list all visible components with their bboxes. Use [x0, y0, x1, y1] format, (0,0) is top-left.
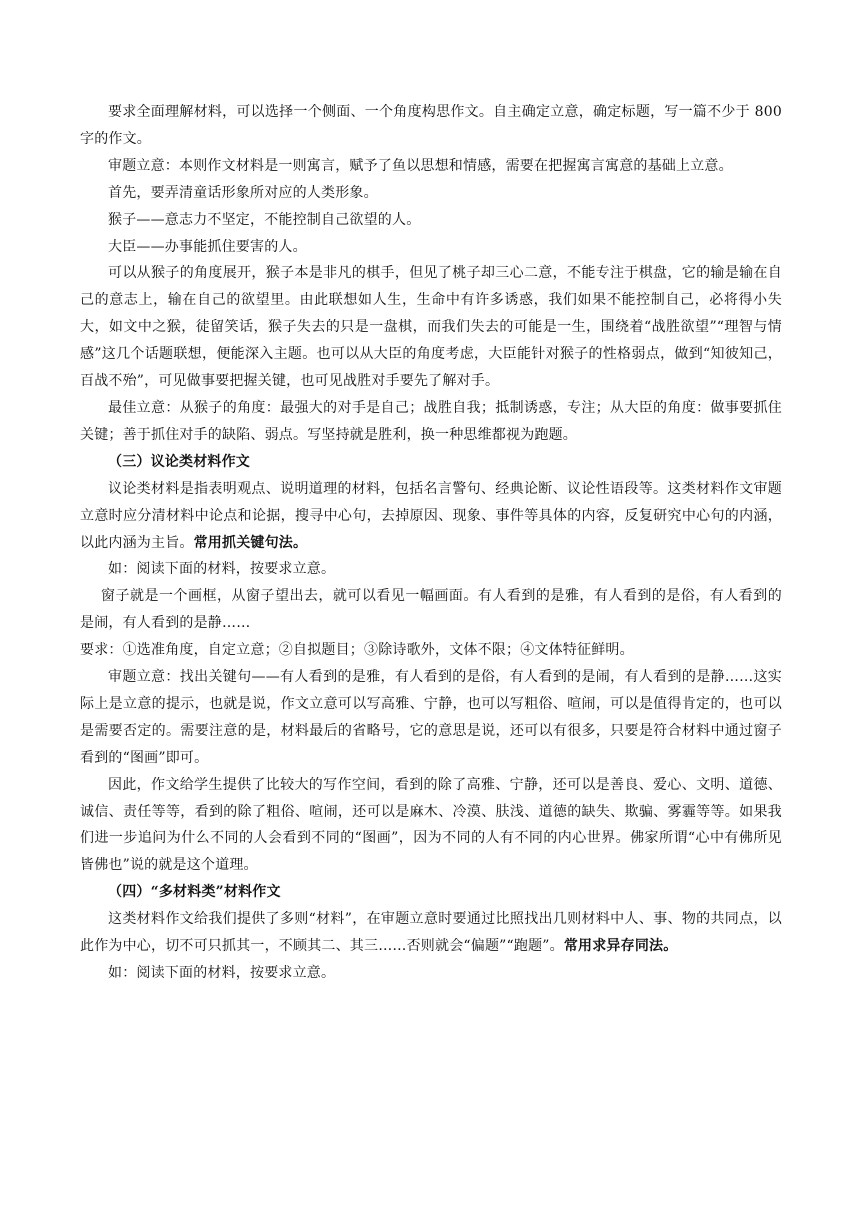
paragraph-best-idea: 最佳立意：从猴子的角度：最强大的对手是自己；战胜自我；抵制诱惑，专注；从大臣的角度：做事要抓住关键；善于抓住对手的缺陷、弱点。写坚持就是胜利，换一种思维都视为跑题。 [80, 399, 782, 443]
paragraph-multi-material-text: 这类材料作文给我们提供了多则“材料”，在审题立意时要通过比照找出几则材料中人、事、物的共同点，以此作为中心，切不可只抓其一，不顾其二、其三……否则就会“偏题”“跑题”。 [80, 911, 782, 955]
paragraph-analysis: 审题立意：本则作文材料是一则寓言，赋予了鱼以思想和情感，需要在把握寓言寓意的基础上立意。 [108, 157, 733, 174]
paragraph-argumentative-text: 议论类材料是指表明观点、说明道理的材料，包括名言警句、经典论断、议论性语段等。这类材料作文审题立意时应分清材料中论点和论据，搜寻中心句，去掉原因、现象、事件等具体的内容，反复研究中心句的内涵，以此内涵为主旨。 [80, 480, 782, 551]
paragraph-window-material: 窗子就是一个画框，从窗子望出去，就可以看见一幅画面。有人看到的是雅，有人看到的是俗，有人看到的是闹，有人看到的是静…… [80, 588, 782, 632]
paragraph-requirements-list: 要求：①选准角度，自定立意；②自拟题目；③除诗歌外，文体不限；④文体特征鲜明。 [80, 642, 634, 659]
section-heading-3: （三）议论类材料作文 [108, 453, 250, 470]
paragraph-example-intro-2: 如：阅读下面的材料，按要求立意。 [108, 965, 336, 981]
paragraph-therefore: 因此，作文给学生提供了比较大的写作空间，看到的除了高雅、宁静，还可以是善良、爱心、文明、道德、诚信、责任等等，看到的除了粗俗、喧闹，还可以是麻木、冷漠、肤浅、道德的缺失、欺骗、雾霾等等。如果我们进一步追问为什么不同的人会看到不同的“图画”，因为不同的人有不同的内心世界。佛家所谓“心中有佛所见皆佛也”说的就是这个道理。 [80, 776, 782, 874]
document-body [80, 99, 782, 987]
paragraph-minister: 大臣——办事能抓住要害的人。 [108, 238, 307, 255]
paragraph-argumentative [80, 476, 782, 557]
paragraph-monkey-angle: 可以从猴子的角度展开，猴子本是非凡的棋手，但见了桃子却三心二意，不能专注于棋盘，它的输是输在自己的意志上，输在自己的欲望里。由此联想如人生，生命中有许多诱惑，我们如果不能控制自己，必将得小失大，如文中之猴，徒留笑话，猴子失去的只是一盘棋，而我们失去的可能是一生，围绕着“战胜欲望”“理智与情感”这几个话题联想，便能深入主题。也可以从大臣的角度考虑，大臣能针对猴子的性格弱点，做到“知彼知己，百战不殆”，可见做事要把握关键，也可见战胜对手要先了解对手。 [80, 265, 782, 390]
method-key-sentence: 常用抓关键句法。 [193, 534, 308, 551]
paragraph-monkey: 猴子——意志力不坚定，不能控制自己欲望的人。 [108, 211, 421, 228]
paragraph-requirement: 要求全面理解材料，可以选择一个侧面、一个角度构思作文。自主确定立意，确定标题，写一篇不少于 800 字的作文。 [80, 104, 782, 147]
paragraph-first: 首先，要弄清童话形象所对应的人类形象。 [108, 184, 378, 201]
paragraph-multi-material [80, 906, 782, 960]
section-heading-4: （四）“多材料类”材料作文 [108, 884, 281, 901]
paragraph-example-intro: 如：阅读下面的材料，按要求立意。 [108, 561, 336, 578]
paragraph-window-analysis: 审题立意：找出关键句——有人看到的是雅，有人看到的是俗，有人看到的是闹，有人看到的是静……这实际上是立意的提示，也就是说，作文立意可以写高雅、宁静，也可以写粗俗、喧闹，可以是值得肯定的，也可以是需要否定的。需要注意的是，材料最后的省略号，它的意思是说，还可以有很多，只要是符合材料中通过窗子看到的“图画”即可。 [80, 669, 782, 766]
method-seek-common: 常用求异存同法。 [563, 938, 678, 955]
